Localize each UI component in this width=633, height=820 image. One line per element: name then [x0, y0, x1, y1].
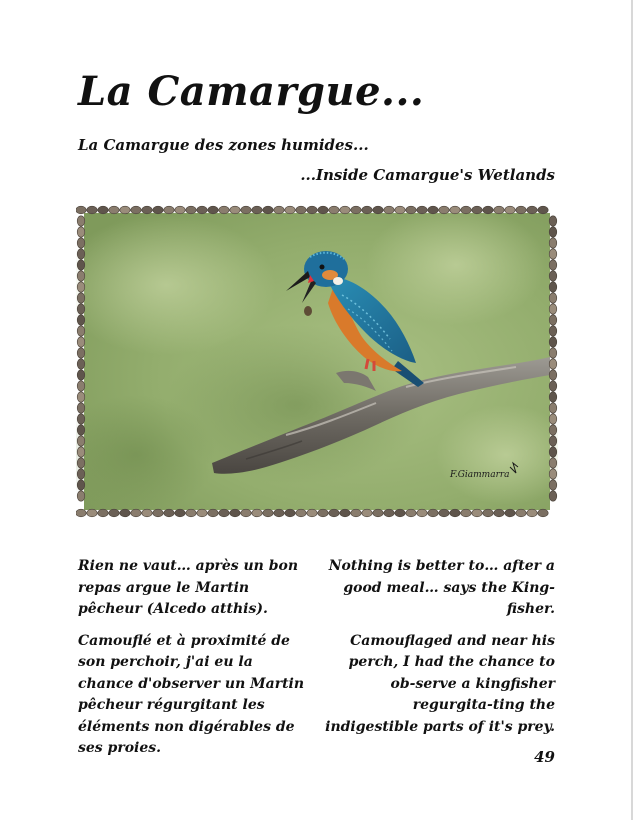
pebble — [153, 509, 163, 517]
pebble — [77, 392, 85, 402]
pebble — [450, 509, 460, 517]
pebble — [208, 509, 218, 517]
pebble — [77, 227, 85, 237]
pebble — [164, 509, 174, 517]
column-english — [323, 556, 555, 748]
pebble — [109, 206, 119, 214]
pebble — [241, 206, 251, 214]
pebble — [318, 206, 328, 214]
pebble — [241, 509, 251, 517]
pebble — [472, 206, 482, 214]
pebble — [549, 238, 557, 248]
pebble — [549, 348, 557, 358]
pebble — [417, 509, 427, 517]
pebble — [549, 337, 557, 347]
pebble — [417, 206, 427, 214]
pebble — [120, 509, 130, 517]
pebble — [77, 359, 85, 369]
pebble — [516, 509, 526, 517]
pebble — [131, 206, 141, 214]
pebble — [395, 206, 405, 214]
pebble — [428, 509, 438, 517]
pebble — [230, 509, 240, 517]
pebble — [373, 206, 383, 214]
page-number: 49 — [534, 748, 555, 766]
page-title: La Camargue... — [78, 68, 425, 115]
pebble — [549, 249, 557, 259]
pebble — [296, 206, 306, 214]
pebble — [362, 206, 372, 214]
pebble — [329, 509, 339, 517]
pebble — [164, 206, 174, 214]
pebble — [439, 509, 449, 517]
pebble — [98, 206, 108, 214]
pebble — [77, 436, 85, 446]
pebble — [77, 348, 85, 358]
pebble — [505, 206, 515, 214]
pebble — [175, 206, 185, 214]
pebble — [77, 403, 85, 413]
pebble — [186, 509, 196, 517]
pebble — [505, 509, 515, 517]
pebble — [76, 509, 86, 517]
pebble — [549, 414, 557, 424]
pebble — [197, 206, 207, 214]
photo-kingfisher — [76, 205, 558, 518]
pebble — [186, 206, 196, 214]
pebble — [77, 293, 85, 303]
pebble — [373, 509, 383, 517]
pebble — [307, 509, 317, 517]
pebble — [77, 337, 85, 347]
pebble — [549, 304, 557, 314]
photo-signature: F.Giammarra — [450, 470, 510, 480]
pebble — [549, 458, 557, 468]
pebble — [77, 414, 85, 424]
pebble — [77, 260, 85, 270]
pebble — [549, 403, 557, 413]
pebble — [549, 227, 557, 237]
pebble — [340, 509, 350, 517]
pebble — [77, 480, 85, 490]
pebble — [351, 206, 361, 214]
pebble — [120, 206, 130, 214]
pebble — [549, 491, 557, 501]
subtitle-english: ...Inside Camargue's Wetlands — [300, 166, 555, 184]
pebble — [219, 206, 229, 214]
pebble — [230, 206, 240, 214]
pebble — [538, 509, 548, 517]
pebble — [549, 480, 557, 490]
pebble — [77, 425, 85, 435]
pebble — [98, 509, 108, 517]
pebble — [549, 293, 557, 303]
pebble — [77, 315, 85, 325]
pebble — [77, 491, 85, 501]
pebble — [77, 304, 85, 314]
pebble — [77, 326, 85, 336]
pebble — [77, 216, 85, 226]
pebble — [406, 509, 416, 517]
pebble — [87, 509, 97, 517]
pebble — [87, 206, 97, 214]
pebble — [428, 206, 438, 214]
pebble — [549, 447, 557, 457]
pebble — [549, 271, 557, 281]
pebble — [131, 509, 141, 517]
french-paragraph-1: Rien ne vaut… après un bon repas argue le Martin pêcheur (Alcedo atthis). — [78, 558, 299, 617]
pebble — [461, 206, 471, 214]
pebble — [142, 206, 152, 214]
pebble — [77, 447, 85, 457]
pebble — [77, 458, 85, 468]
pebble — [77, 381, 85, 391]
pebble — [329, 206, 339, 214]
french-paragraph-2: Camouflé et à proximité de son perchoir, j'ai eu la chance d'observer un Martin pêcheur régurgitant les éléments non digérables de ses proies. — [78, 632, 305, 756]
pebble — [77, 238, 85, 248]
pebble — [296, 509, 306, 517]
pebble — [483, 509, 493, 517]
pebble — [142, 509, 152, 517]
pebble — [208, 206, 218, 214]
pebble — [461, 509, 471, 517]
pebble — [274, 509, 284, 517]
pebble — [516, 206, 526, 214]
pebble — [538, 206, 548, 214]
pebble — [549, 436, 557, 446]
pebble — [549, 370, 557, 380]
english-paragraph-1: Nothing is better to… after a good meal… says the King-fisher. — [328, 558, 555, 617]
subtitle-french: La Camargue des zones humides... — [78, 136, 369, 154]
column-french — [78, 556, 310, 770]
pebble — [307, 206, 317, 214]
pebble — [175, 509, 185, 517]
pebble — [406, 206, 416, 214]
english-paragraph-2: Camouflaged and near his perch, I had the chance to ob-serve a kingfisher regurgita-ting the indigestible parts of it's prey. — [325, 632, 555, 735]
pebble — [274, 206, 284, 214]
pebble — [285, 206, 295, 214]
pebble — [153, 206, 163, 214]
pebble — [384, 509, 394, 517]
pebble — [549, 392, 557, 402]
pebble — [483, 206, 493, 214]
pebble — [549, 315, 557, 325]
pebble — [351, 509, 361, 517]
pebble — [395, 509, 405, 517]
pebble — [527, 509, 537, 517]
pebble — [549, 381, 557, 391]
pebble — [77, 370, 85, 380]
pebble — [527, 206, 537, 214]
pebble — [285, 509, 295, 517]
pebble — [549, 326, 557, 336]
pebble — [472, 509, 482, 517]
pebble — [439, 206, 449, 214]
pebble — [197, 509, 207, 517]
pebble — [76, 206, 86, 214]
pebble — [494, 509, 504, 517]
pebble — [340, 206, 350, 214]
pebble — [549, 425, 557, 435]
pebble — [384, 206, 394, 214]
pebble — [263, 206, 273, 214]
pebble — [494, 206, 504, 214]
pebble — [252, 509, 262, 517]
pebble — [219, 509, 229, 517]
pebble — [318, 509, 328, 517]
pebble — [549, 469, 557, 479]
pebble — [549, 260, 557, 270]
pebble — [77, 469, 85, 479]
pebble — [77, 271, 85, 281]
pebble — [77, 282, 85, 292]
pebble — [362, 509, 372, 517]
pebble — [549, 216, 557, 226]
pebble — [109, 509, 119, 517]
pebble — [450, 206, 460, 214]
pebble — [252, 206, 262, 214]
pebble — [549, 282, 557, 292]
pebble — [77, 249, 85, 259]
pebble — [263, 509, 273, 517]
pebble — [549, 359, 557, 369]
